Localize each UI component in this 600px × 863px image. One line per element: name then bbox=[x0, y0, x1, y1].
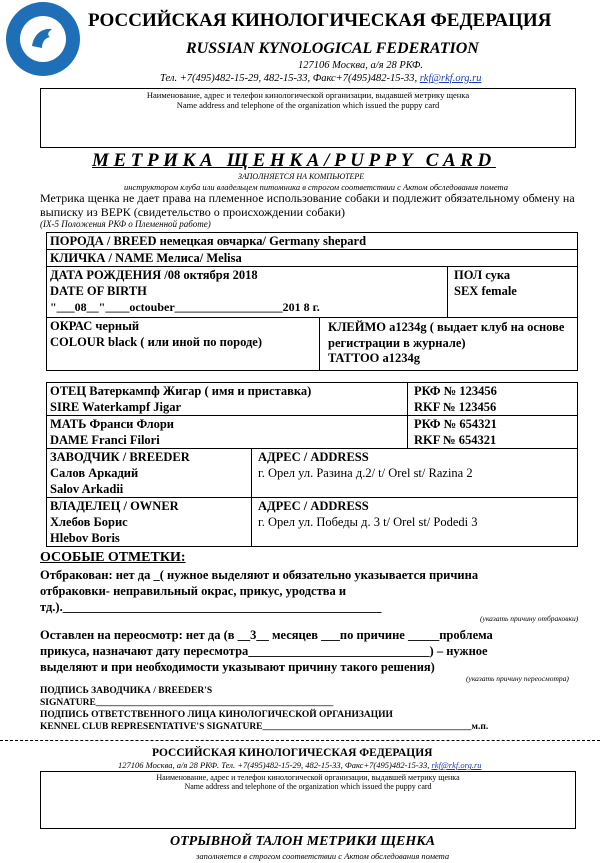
header-phones: Тел. +7(495)482-15-29, 482-15-33, Факс+7(495)482-15-33, bbox=[160, 73, 418, 84]
card-title: МЕТРИКА ЩЕНКА/PUPPY CARD bbox=[92, 150, 496, 171]
dob-en: DATE OF BIRTH bbox=[50, 284, 147, 298]
rejected-note: (указать причину отбраковки) bbox=[480, 614, 579, 623]
header-address: 127106 Москва, а/я 28 РКФ. bbox=[298, 60, 423, 71]
dame-rkf-en: RKF № 654321 bbox=[414, 433, 497, 447]
rejected-line-1: Отбракован: нет да _( нужное выделяют и обязательно указывается причина bbox=[40, 568, 479, 582]
owner-address: г. Орел ул. Победы д. 3 t/ Orel st/ Podedi 3 bbox=[258, 515, 478, 529]
dame-ru: МАТЬ Франси Флори bbox=[50, 417, 174, 431]
club-signature-line: KENNEL CLUB REPRESENTATIVE'S SIGNATURE____________________________________________м.п. bbox=[40, 722, 489, 732]
breed-value: ПОРОДА / BREED немецкая овчарка/ Germany shepard bbox=[50, 234, 367, 248]
stub-contacts bbox=[118, 760, 482, 770]
sire-rkf-cell bbox=[407, 382, 578, 416]
color-ru: ОКРАС черный bbox=[50, 319, 140, 333]
rejected-line-2: отбраковки- неправильный окрас, прикус, уродства и bbox=[40, 584, 347, 598]
dob-cell bbox=[46, 266, 448, 318]
breeder-address: г. Орел ул. Разина д.2/ t/ Orel st/ Razina 2 bbox=[258, 466, 473, 480]
owner-address-cell bbox=[251, 497, 578, 547]
org-box bbox=[40, 88, 576, 148]
header-contacts bbox=[160, 73, 481, 84]
dob-ru: ДАТА РОЖДЕНИЯ /08 октября 2018 bbox=[50, 268, 258, 282]
tattoo-ru: КЛЕЙМО а1234g ( выдает клуб на основе регистрации в журнале) bbox=[328, 320, 565, 350]
dame-cell bbox=[46, 415, 408, 449]
rights-note: Метрика щенка не дает права на племенное использование собаки и подлежит обязательному обмену на выписку из ВЕРК (свидетельство о происхождении собаки) bbox=[40, 191, 575, 219]
sire-ru: ОТЕЦ Ватеркампф Жигар ( имя и приставка) bbox=[50, 384, 312, 398]
header-title-en: RUSSIAN KYNOLOGICAL FEDERATION bbox=[186, 40, 479, 57]
review-line-3: выделяют и при необходимости указывают причину такого решения) bbox=[40, 660, 435, 674]
org-box-label-en: Name address and telephone of the organization which issued the puppy card bbox=[176, 100, 440, 110]
dame-rkf-ru: РКФ № 654321 bbox=[414, 417, 497, 431]
stub-email-link[interactable]: rkf@rkf.org.ru bbox=[431, 760, 482, 770]
header-title-ru: РОССИЙСКАЯ КИНОЛОГИЧЕСКАЯ ФЕДЕРАЦИЯ bbox=[88, 10, 552, 31]
header-email-link[interactable]: rkf@rkf.org.ru bbox=[419, 73, 482, 84]
color-cell bbox=[46, 317, 320, 371]
owner-address-label: АДРЕС / ADDRESS bbox=[258, 499, 369, 513]
org-box-label-ru: Наименование, адрес и телефон кинологической организации, выдавшей метрику щенка bbox=[146, 90, 470, 100]
rejected-line-3: тд.).___________________________________________________ bbox=[40, 600, 382, 614]
breeder-ru: Салов Аркадий bbox=[50, 466, 139, 480]
sex-cell bbox=[447, 266, 578, 318]
sire-rkf-en: RKF № 123456 bbox=[414, 400, 497, 414]
breeder-signature-label: ПОДПИСЬ ЗАВОДЧИКА / BREEDER'S bbox=[40, 686, 213, 696]
stub-note: заполняется в строгом соответствии с Актом обследования помета bbox=[196, 851, 450, 861]
owner-label: ВЛАДЕЛЕЦ / OWNER bbox=[50, 499, 179, 513]
breeder-en: Salov Arkadii bbox=[50, 482, 124, 496]
name-row bbox=[46, 249, 578, 267]
owner-ru: Хлебов Борис bbox=[50, 515, 128, 529]
tattoo-cell bbox=[319, 317, 578, 371]
sex-en: SEX female bbox=[454, 284, 517, 298]
review-line-1: Оставлен на переосмотр: нет да (в __3__ месяцев ___по причине _____проблема bbox=[40, 628, 493, 642]
sire-rkf-ru: РКФ № 123456 bbox=[414, 384, 497, 398]
dame-en: DAME Franci Filori bbox=[50, 433, 160, 447]
review-note: (указать причину переосмотра) bbox=[466, 674, 569, 683]
stub-org-label-ru: Наименование, адрес и телефон кинологической организации, выдавшей метрику щенка bbox=[156, 773, 460, 782]
club-signature-label: ПОДПИСЬ ОТВЕТСТВЕННОГО ЛИЦА КИНОЛОГИЧЕСКОЙ ОРГАНИЗАЦИИ bbox=[40, 710, 393, 720]
review-line-2: прикуса, назначают дату пересмотра_____________________________) – нужное bbox=[40, 644, 488, 658]
sire-cell bbox=[46, 382, 408, 416]
name-value: КЛИЧКА / NAME Мелиса/ Melisa bbox=[50, 251, 242, 265]
stub-title: РОССИЙСКАЯ КИНОЛОГИЧЕСКАЯ ФЕДЕРАЦИЯ bbox=[152, 747, 433, 759]
stub-org-box bbox=[40, 771, 576, 829]
color-en: COLOUR black ( или иной по породе) bbox=[50, 335, 263, 349]
owner-cell bbox=[46, 497, 252, 547]
special-marks-title: ОСОБЫЕ ОТМЕТКИ: bbox=[40, 550, 186, 565]
tear-off-line bbox=[0, 740, 600, 741]
breeder-signature-line: SIGNATURE__________________________________________________ bbox=[40, 698, 334, 708]
fill-by: инструктором клуба или владельцем питомника в строгом соответствии с Актом обследования помета bbox=[124, 182, 508, 192]
breed-row bbox=[46, 232, 578, 250]
dame-rkf-cell bbox=[407, 415, 578, 449]
sire-en: SIRE Waterkampf Jigar bbox=[50, 400, 182, 414]
stub-phones: 127106 Москва, а/я 28 РКФ. Тел. +7(495)482-15-29, 482-15-33, Факс+7(495)482-15-33, bbox=[118, 760, 430, 770]
fill-note: ЗАПОЛНЯЕТСЯ НА КОМПЬЮТЕРЕ bbox=[238, 172, 365, 181]
stub-heading: ОТРЫВНОЙ ТАЛОН МЕТРИКИ ЩЕНКА bbox=[170, 834, 436, 849]
dob-line: "___08__"____octouber__________________201 8 г. bbox=[50, 300, 320, 314]
rkf-seal-logo bbox=[6, 2, 80, 76]
sex-ru: ПОЛ сука bbox=[454, 268, 511, 282]
seal-dog-icon bbox=[20, 16, 66, 62]
breeder-address-cell bbox=[251, 448, 578, 498]
breeder-label: ЗАВОДЧИК / BREEDER bbox=[50, 450, 190, 464]
tattoo-en: TATTOO a1234g bbox=[328, 351, 421, 365]
owner-en: Hlebov Boris bbox=[50, 531, 120, 545]
stub-org-label-en: Name address and telephone of the organization which issued the puppy card bbox=[184, 782, 432, 791]
rule-ref: (IX-5 Положения РКФ о Племенной работе) bbox=[40, 219, 211, 229]
breeder-cell bbox=[46, 448, 252, 498]
breeder-address-label: АДРЕС / ADDRESS bbox=[258, 450, 369, 464]
